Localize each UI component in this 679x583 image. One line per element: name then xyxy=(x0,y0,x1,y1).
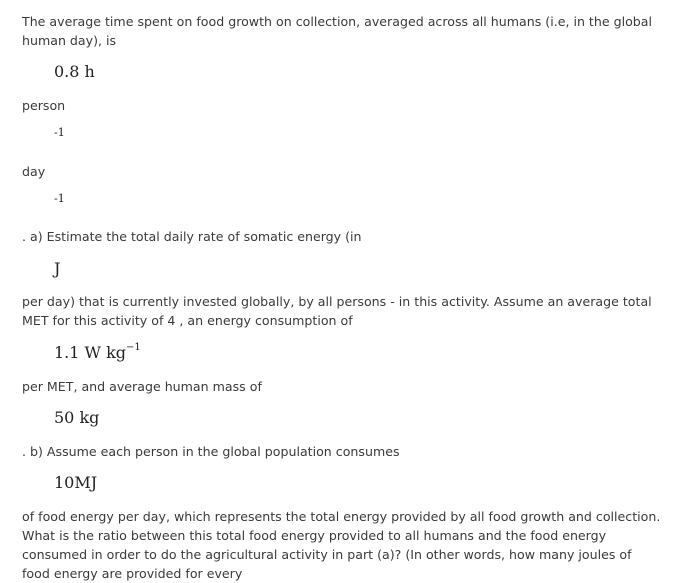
part-b-details: of food energy per day, which represents the total energy provided by all food growth and collection. What is the ratio between this total food energy provided to all humans and the food energy consumed in order to do the agricultural activity in part (a)? (In other words, how many joules of food energy are provided for every xyxy=(22,509,661,581)
energy-exponent: −1 xyxy=(126,341,141,353)
exponent-person: -1 xyxy=(54,126,65,139)
per-met-text: per MET, and average human mass of xyxy=(22,379,262,394)
part-b-question: . b) Assume each person in the global population consumes xyxy=(22,444,400,459)
unit-joule: J xyxy=(54,259,61,278)
part-a-details: per day) that is currently invested globally, by all persons - in this activity. Assume an average total MET for this activity of 4 , an energy consumption of xyxy=(22,294,652,328)
exponent-day: -1 xyxy=(54,192,65,205)
time-value: 0.8 h xyxy=(54,62,95,81)
part-a-question: . a) Estimate the total daily rate of somatic energy (in xyxy=(22,229,362,244)
food-energy-value: 10MJ xyxy=(54,473,98,492)
energy-consumption-value xyxy=(54,343,141,362)
unit-person: person xyxy=(22,98,66,113)
intro-text: The average time spent on food growth on collection, averaged across all humans (i.e, in the global human day), is xyxy=(22,14,653,48)
energy-value: 1.1 W kg xyxy=(54,343,126,362)
mass-value: 50 kg xyxy=(54,408,100,427)
unit-day: day xyxy=(22,164,46,179)
